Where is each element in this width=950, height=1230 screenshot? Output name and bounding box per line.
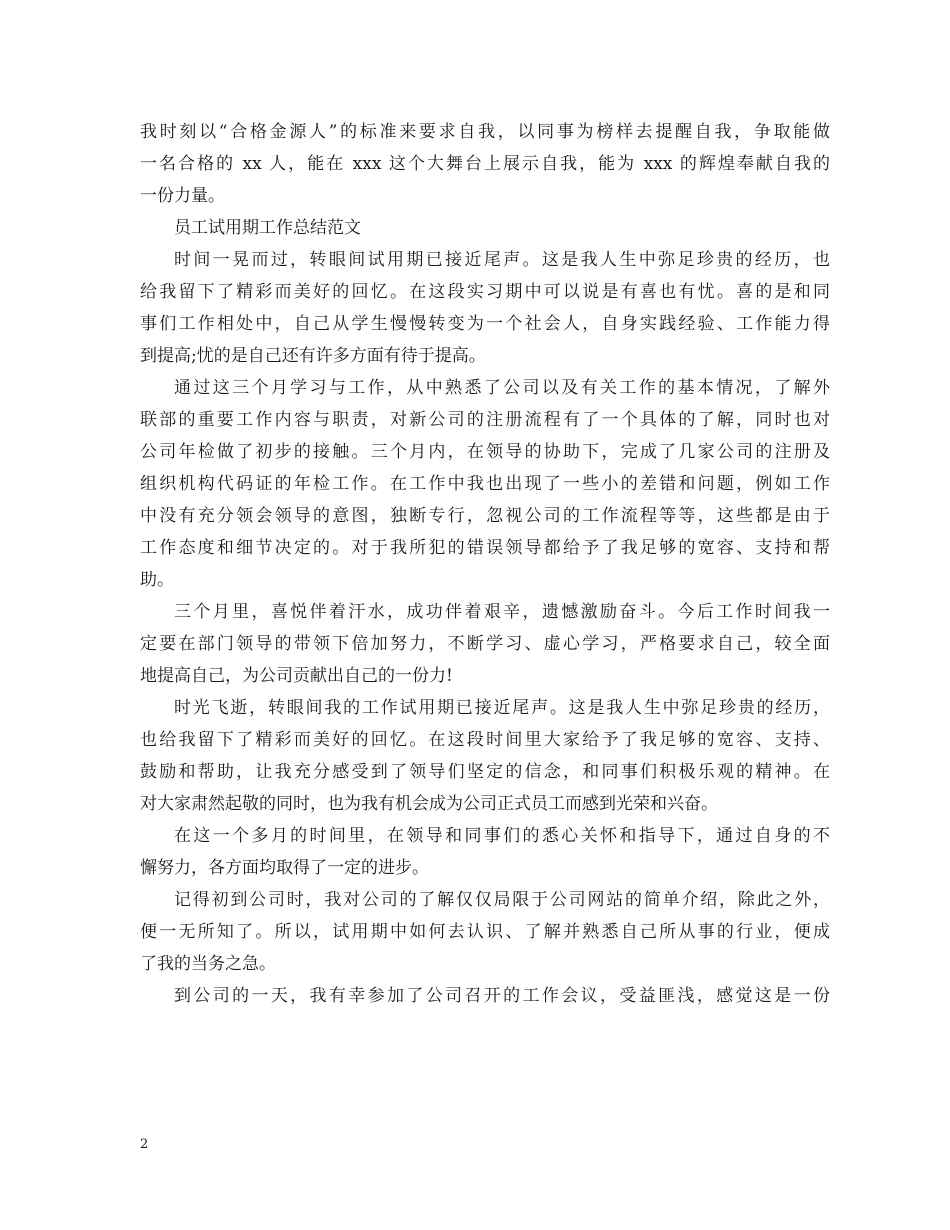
text-line: 中没有充分领会领导的意图，独断专行，忽视公司的工作流程等等，这些都是由于 — [140, 506, 830, 526]
text-line: 公司年检做了初步的接触。三个月内，在领导的协助下，完成了几家公司的注册及 — [140, 442, 830, 462]
text-line: 记得初到公司时，我对公司的了解仅仅局限于公司网站的简单介绍，除此之外， — [174, 890, 830, 910]
document-body — [140, 116, 830, 1012]
text-line: 一名合格的 xx 人，能在 xxx 这个大舞台上展示自我，能为 xxx 的辉煌奉献自我的 — [140, 154, 830, 174]
text-line: 一份力量。 — [140, 186, 225, 206]
text-line: 事们工作相处中，自己从学生慢慢转变为一个社会人，自身实践经验、工作能力得 — [140, 314, 830, 334]
text-line: 工作态度和细节决定的。对于我所犯的错误领导都给予了我足够的宽容、支持和帮 — [140, 538, 830, 558]
text-line: 便一无所知了。所以，试用期中如何去认识、了解并熟悉自己所从事的行业，便成 — [140, 922, 830, 942]
text-line: 鼓励和帮助，让我充分感受到了领导们坚定的信念，和同事们积极乐观的精神。在 — [140, 762, 830, 782]
text-line: 懈努力，各方面均取得了一定的进步。 — [140, 858, 429, 878]
text-line: 通过这三个月学习与工作，从中熟悉了公司以及有关工作的基本情况，了解外 — [174, 378, 830, 398]
text-line: 时光飞逝，转眼间我的工作试用期已接近尾声。这是我人生中弥足珍贵的经历， — [174, 698, 830, 718]
text-line: 到提高;忧的是自己还有许多方面有待于提高。 — [140, 346, 486, 366]
text-line: 到公司的一天，我有幸参加了公司召开的工作会议，受益匪浅，感觉这是一份 — [174, 986, 830, 1006]
text-line: 组织机构代码证的年检工作。在工作中我也出现了一些小的差错和问题，例如工作 — [140, 474, 830, 494]
text-line: 了我的当务之急。 — [140, 954, 276, 974]
text-line: 助。 — [140, 570, 174, 590]
text-line: 联部的重要工作内容与职责，对新公司的注册流程有了一个具体的了解，同时也对 — [140, 410, 830, 430]
text-line: 对大家肃然起敬的同时，也为我有机会成为公司正式员工而感到光荣和兴奋。 — [140, 794, 718, 814]
text-line: 我时刻以“合格金源人”的标准来要求自我，以同事为榜样去提醒自我，争取能做 — [140, 122, 830, 142]
text-line: 员工试用期工作总结范文 — [174, 218, 361, 238]
text-line: 定要在部门领导的带领下倍加努力，不断学习、虚心学习，严格要求自己，较全面 — [140, 634, 830, 654]
text-line: 给我留下了精彩而美好的回忆。在这段实习期中可以说是有喜也有忧。喜的是和同 — [140, 282, 830, 302]
page-number: 2 — [140, 1137, 149, 1152]
text-line: 地提高自己，为公司贡献出自己的一份力! — [140, 666, 453, 686]
text-line: 时间一晃而过，转眼间试用期已接近尾声。这是我人生中弥足珍贵的经历，也 — [174, 250, 830, 270]
text-line: 三个月里，喜悦伴着汗水，成功伴着艰辛，遗憾激励奋斗。今后工作时间我一 — [174, 602, 830, 622]
text-line: 也给我留下了精彩而美好的回忆。在这段时间里大家给予了我足够的宽容、支持、 — [140, 730, 830, 750]
text-line: 在这一个多月的时间里，在领导和同事们的悉心关怀和指导下，通过自身的不 — [174, 826, 830, 846]
